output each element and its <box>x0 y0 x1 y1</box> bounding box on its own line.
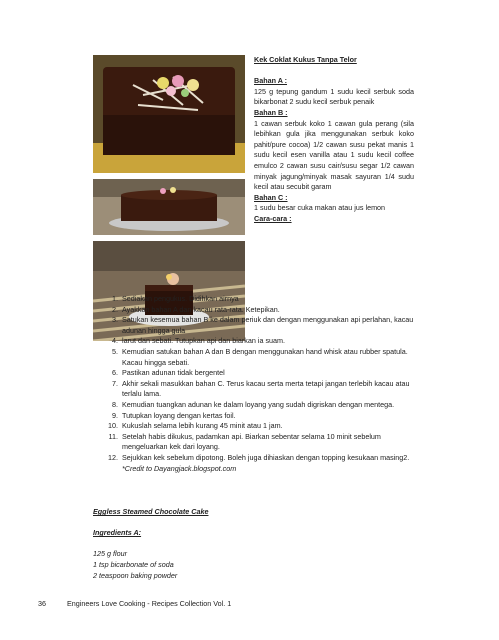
list-item <box>104 294 416 305</box>
bahan-a-text: 125 g tepung gandum 1 sudu kecil serbuk soda bikarbonat 2 sudu kecil serbuk penaik <box>254 86 414 107</box>
list-item <box>104 453 416 464</box>
bahan-c-heading: Bahan C : <box>254 192 288 202</box>
step-number: 6. <box>112 368 118 378</box>
step-text: Sediakan pengukus. Didihkan airnya <box>122 294 239 303</box>
list-item <box>104 368 416 379</box>
list-item <box>104 411 416 422</box>
spacer <box>93 518 393 529</box>
credit-line: *Credit to Dayangjack.blogspot.com <box>122 463 237 473</box>
step-text: Ayakkan bahan A dan kacau rata-rata. Ketepikan. <box>122 304 280 314</box>
list-item <box>104 315 416 336</box>
step-text: Kemudian tuangkan adunan ke dalam loyang yang sudah digriskan dengan mentega. <box>122 399 395 409</box>
spacer <box>254 66 414 77</box>
list-item <box>104 379 416 400</box>
bahan-c-text: 1 sudu besar cuka makan atau jus lemon <box>254 203 386 213</box>
step-number: 4. <box>112 336 118 346</box>
list-item <box>104 421 416 432</box>
recipe-right-column <box>254 55 414 225</box>
ingredient-line: 125 g flour <box>93 549 127 559</box>
ingredients-heading: Ingredients A: <box>93 528 142 538</box>
step-number: 1. <box>112 294 118 303</box>
step-number: 3. <box>112 315 118 325</box>
step-number: 11. <box>108 431 118 441</box>
step-text: Sejukkan kek sebelum dipotong. Boleh juga dihiaskan dengan topping kesukaan masing2. <box>122 452 410 462</box>
ingredient-line: 1 tsp bicarbonate of soda <box>93 559 174 569</box>
list-item <box>104 400 416 411</box>
list-item <box>104 432 416 453</box>
step-number: 5. <box>112 346 118 356</box>
cara-heading: Cara-cara : <box>254 213 292 223</box>
step-number: 9. <box>112 410 118 420</box>
bahan-a-heading: Bahan A : <box>254 76 288 86</box>
steps-list <box>104 294 416 474</box>
list-item <box>104 347 416 368</box>
cake-photo-whole <box>93 55 245 173</box>
step-number: 10. <box>108 421 118 431</box>
step-number: 2. <box>112 304 118 314</box>
step-text: Pastikan adunan tidak bergentel <box>122 368 225 378</box>
page-number: 36 <box>38 599 46 608</box>
step-text: Akhir sekali masukkan bahan C. Terus kacau serta merta tetapi jangan terlebih kacau atau terlalu lama. <box>122 378 410 399</box>
english-recipe <box>93 507 393 581</box>
ingredient-line: 2 teaspoon baking powder <box>93 570 178 580</box>
step-text: Kemudian satukan bahan A dan B dengan menggunakan hand whisk atau rubber spatula. Kacau hingga sebati. <box>122 346 408 367</box>
bahan-b-heading: Bahan B : <box>254 107 288 117</box>
step-text: larut dan sebati. Tutupkan api dan biarkan ia suam. <box>122 336 286 346</box>
step-number: 7. <box>112 378 118 388</box>
recipe-title: Kek Coklat Kukus Tanpa Telor <box>254 55 357 64</box>
list-item <box>104 336 416 347</box>
spacer <box>93 539 393 550</box>
step-text: Tutupkan loyang dengan kertas foil. <box>122 410 236 420</box>
step-number: 8. <box>112 399 118 409</box>
book-title: Engineers Love Cooking - Recipes Collection Vol. 1 <box>67 599 232 608</box>
step-text: Kukuslah selama lebih kurang 45 minit atau 1 jam. <box>122 421 283 431</box>
english-title: Eggless Steamed Chocolate Cake <box>93 507 209 516</box>
list-item <box>104 305 416 316</box>
step-text: Satukan kesemua bahan B ke dalam periuk dan dengan menggunakan api perlahan, kacau adunan hingga gula <box>122 315 414 335</box>
bahan-b-text: 1 cawan serbuk koko 1 cawan gula perang (sila lebihkan gula jika menggunakan serbuk koko pahit/pure cocoa) 1/2 cawan susu pekat manis 1 sudu kecil esen vanilla atau 1 sudu kecil coffee emulco 2 cawan susu cair/susu segar 1/2 cawan minyak jagung/minyak masak sayuran 1/4 sudu kecil atau secubit garam <box>254 118 414 192</box>
step-text: Setelah habis dikukus, padamkan api. Biarkan sebentar selama 10 minit sebelum mengeluarkan kek dari loyang. <box>122 431 381 452</box>
step-number: 12. <box>108 452 118 462</box>
cake-photo-stand <box>93 179 245 235</box>
